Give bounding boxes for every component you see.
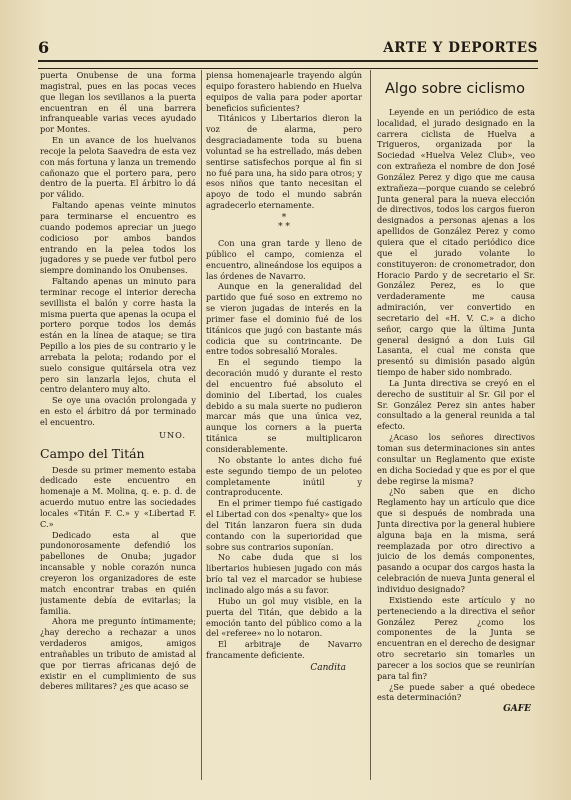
article-paragraph: La Junta directiva se creyó en el derecho de sustituir al Sr. Gil por el Sr. González Perez sin antes haber consultado a la general reunida a tal efecto.	[377, 377, 535, 432]
article-signature: Candita	[310, 662, 346, 673]
article-paragraph: ¿Acaso los señores directivos toman sus determinaciones sin antes consultar un Reglamento que existe en dicha Sociedad y que es por el que debe regirse la misma?	[377, 432, 535, 486]
article-paragraph: Existiendo este artículo y no perteneciendo a la directiva el señor González Perez ¿como los componentes de la Junta se encuentran en el derecho de designar otro secretario sin tomarles un parecer a los socios que se reunirían para tal fin?	[377, 594, 535, 681]
article-paragraph: Ahora me pregunto íntimamente; ¿hay derecho a rechazar a unos verdaderos amigos, amigos entrañables un tributo de amistad al que por tierras africanas dejó de existir en el cumplimiento de sus deberes militares? ¿es que acaso se	[40, 616, 196, 692]
page-header	[38, 38, 538, 60]
article-paragraph: piensa homenajearle trayendo algún equipo forastero habiendo en Huelva equipos de valia para poder aportar beneficios suficientes?	[206, 70, 362, 113]
article-paragraph: Dedicado esta al que pundonorosamente defendió los pabellones de Onuba; jugador incansable y noble corazón nunca creyeron los organizadores de este match encontrar trabas en quién justamente debía de evitarlas; la familia.	[40, 529, 196, 616]
article-paragraph: Titánicos y Libertarios dieron la voz de alarma, pero desgraciadamente toda su buena voluntad se ha estrellado, más deben sentirse satisfechos porque al fin si no fué para una, ha sido para otros; y esos niños que tanto necesitan el apoyo de todo el mundo sabrán agradecerlo eternamente.	[206, 113, 362, 211]
article-paragraph: Desde su primer memento estaba dedicado este encuentro en homenaje a M. Molina, q. e. p. d. de acuerdo mutuo entre las sociedades locales «Titán F. C.» y «Libertad F. C.»	[40, 464, 196, 529]
header-rule	[38, 60, 538, 69]
section-separator-stars	[206, 214, 362, 232]
column-divider-1	[201, 70, 202, 780]
article-title: Algo sobre ciclismo	[385, 81, 526, 97]
article-paragraph: En un avance de los huelvanos recoje la pelota Saavedra de esta vez con más fortuna y lanza un tremendo cañonazo que el portero para, pero dentro de la puerta. El árbitro lo dá por válido.	[40, 135, 196, 200]
article-paragraph: En el segundo tiempo la decoración mudó y durante el resto del encuentro fué absoluto el dominio del Libertad, los cuales debido a su mala suerte no pudieron marcar más que una única vez, aunque los corners a la puerta titánica se multiplicaron considerablemente.	[206, 357, 362, 454]
article-paragraph: ¿Se puede saber a qué obedece esta determinación?	[377, 681, 535, 703]
article-paragraph: Hubo un gol muy visible, en la puerta del Titán, que debido a la emoción tanto del público como a la del «referee» no lo notaron.	[206, 595, 362, 639]
page-number: 6	[38, 38, 50, 57]
article-paragraph: En el primer tiempo fué castigado el Libertad con dos «penalty» que los del Titán lanzaron fuera sin duda contando con la superioridad que sobre sus contrarios suponían.	[206, 498, 362, 552]
column-1	[40, 70, 196, 786]
column-2	[206, 70, 362, 786]
article-paragraph: Se oye una ovación prolongada y en esto el árbitro dá por terminado el encuentro.	[40, 395, 196, 427]
article-paragraph: El arbitraje de Navarro francamente deficiente.	[206, 639, 362, 661]
column-divider-2	[370, 70, 371, 780]
column-3	[377, 70, 535, 786]
stars-text: * * *	[278, 212, 290, 232]
article-paragraph: Faltando apenas un minuto para terminar recoge el interior derecha sevillista el balón y corre hasta la misma puerta que apenas la ocupa el portero porque todos los demás están en la línea de ataque; se tira Pepillo a los pies de su contrario y le arrebata la pelota; rodando por el suelo consigue quitársela otra vez pero sin lanzarla lejos, chuta el centro delantero muy alto.	[40, 276, 196, 395]
article-paragraph: No cabe duda que si los libertarios hubiesen jugado con más brío tal vez el marcador se hubiese inclinado algo más a su favor.	[206, 552, 362, 595]
section-title: Campo del Titán	[40, 445, 145, 461]
article-signature: UNO.	[159, 429, 186, 440]
article-paragraph: Faltando apenas veinte minutos para terminarse el encuentro es cuando podemos apreciar un juego codicioso por ambos bandos entrando en la pelea todos los jugadores y se puede ver futbol pero siempre dominando los Onubenses.	[40, 200, 196, 276]
article-paragraph: Con una gran tarde y lleno de público el campo, comienza el encuentro, alineándose los equipos a las órdenes de Navarro.	[206, 237, 362, 281]
article-paragraph: Leyende en un periódico de esta localidad, el jurado designado en la carrera ciclista de Huelva a Trigueros, organizada por la Sociedad «Huelva Velez Club», veo con extrañeza el nombre de don José González Perez y digo que me causa extrañeza—porque cuando se celebró Junta general para la nueva elección de directivos, todos los cargos fueron designados a personas ajenas a los apellidos de González Perez y como quiera que el citado periódico dice que el jurado volante lo constituyeron: de cronometrador, don Horacio Pardo y de secretario el Sr. González Perez, es lo que verdaderamente me causa admiración, ver convertido en secretario del «H. V. C.» a dicho señor, cargo que la última Junta general designó a don Luis Gil Lasanta, el cual me consta que presentó su dimisión pasado algún tiempo de haber sido nombrado.	[377, 106, 535, 378]
article-paragraph: No obstante lo antes dicho fué este segundo tiempo de un peloteo completamente inútil y contraproducente.	[206, 454, 362, 498]
journal-title: ARTE Y DEPORTES	[383, 40, 538, 56]
article-signature: GAFE	[503, 704, 531, 715]
article-paragraph: Aunque en la generalidad del partido que fué soso en extremo no se vieron jugadas de interés en la primer fase el dominio fué de los titánicos que jugó con bastante más codicia que su contrincante. De entre todos sobresalió Morales.	[206, 281, 362, 357]
article-paragraph: ¿No saben que en dicho Reglamento hay un artículo que dice que si después de nombrada una Junta directiva por la general hubiere alguna baja en la misma, será reemplazada por otro directivo a juicio de los demás componentes, pasando a ocupar dos cargos hasta la celebración de nueva Junta general el individuo designado?	[377, 486, 535, 594]
article-paragraph: puerta Onubense de una forma magistral, pues en las pocas veces que llegan los sevillanos a la puerta encuentran en él una barrera infranqueable varias veces ayudado por Montes.	[40, 70, 196, 135]
